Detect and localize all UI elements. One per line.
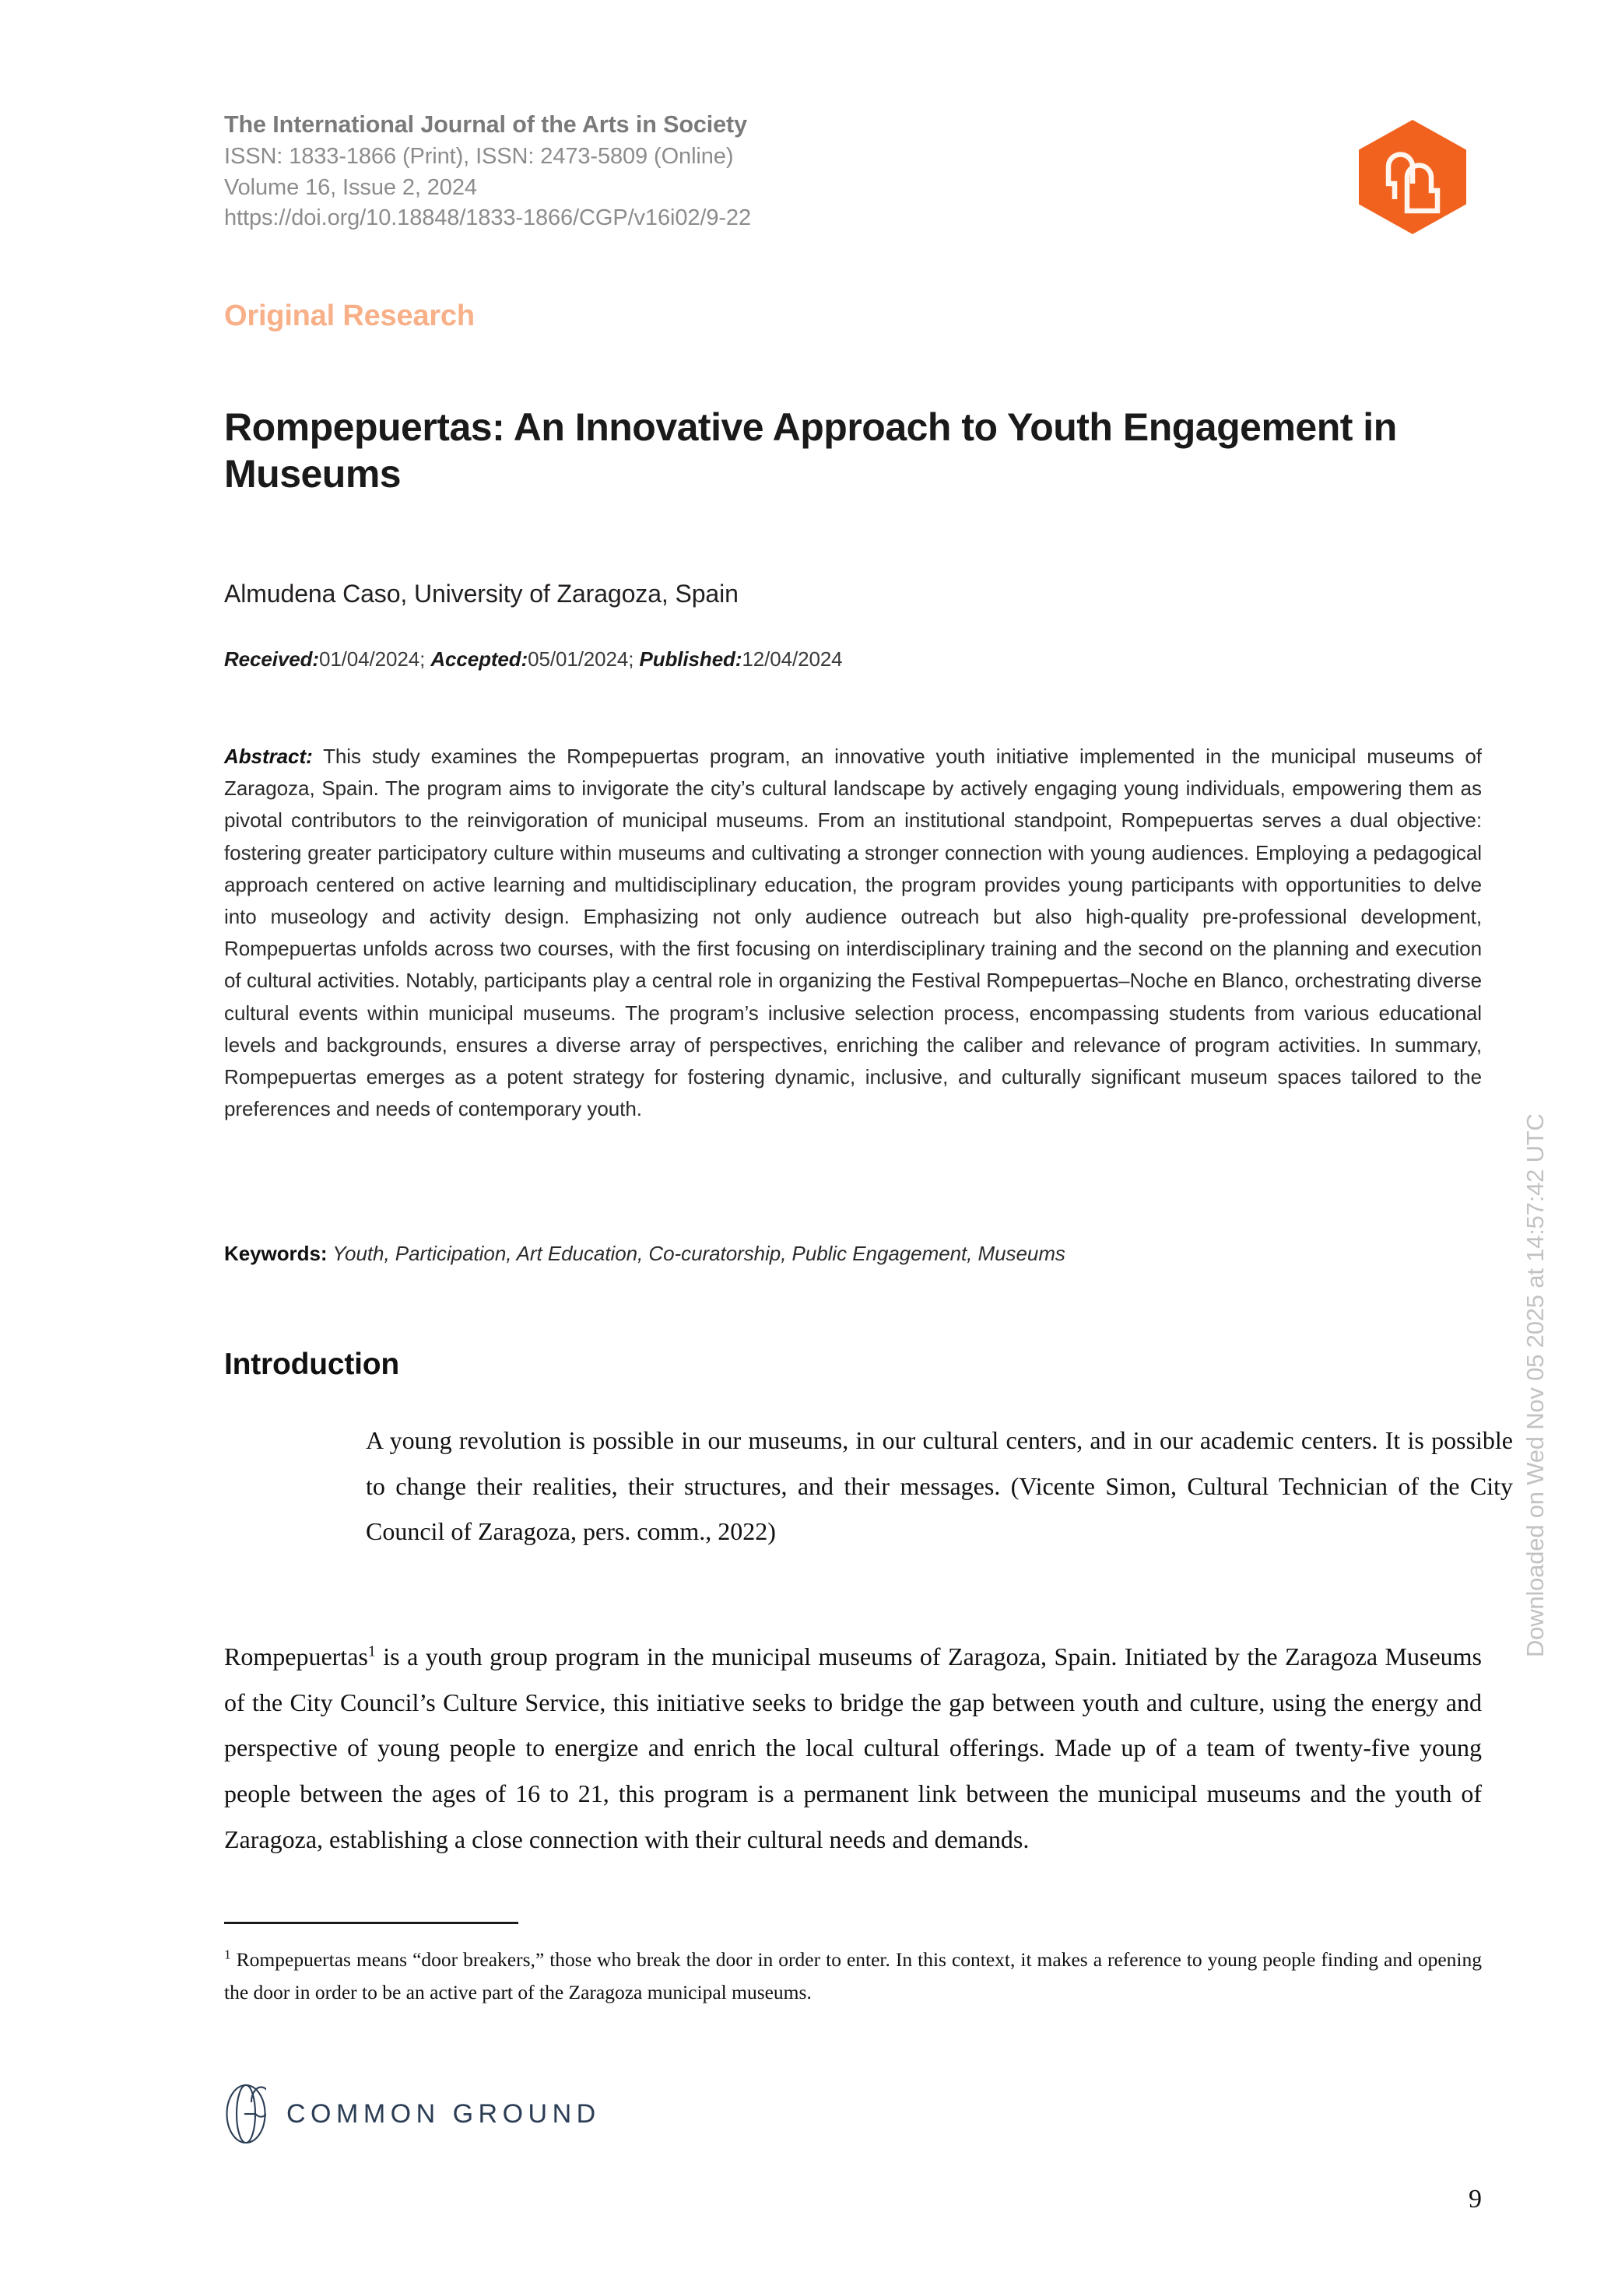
footnote-number: 1 — [224, 1947, 231, 1962]
author-affiliation: Almudena Caso, University of Zaragoza, Spain — [224, 580, 739, 608]
publisher-name: COMMON GROUND — [286, 2098, 601, 2129]
footnote-text: Rompepuertas means “door breakers,” those who break the door in order to enter. In this context, it makes a reference to young people finding and opening the door in order to be an active part of the Zaragoza municipal museums. — [224, 1948, 1482, 2004]
common-ground-globe-icon — [226, 2084, 266, 2144]
keywords-text: Youth, Participation, Art Education, Co-curatorship, Public Engagement, Museums — [327, 1242, 1065, 1265]
publisher-logo — [226, 2084, 601, 2144]
abstract-block — [224, 741, 1482, 1125]
footnote-separator-rule — [224, 1922, 518, 1924]
download-timestamp-stamp: Downloaded on Wed Nov 05 2025 at 14:57:42 UTC — [1521, 1113, 1549, 1657]
published-label: Published: — [639, 647, 742, 671]
body-paragraph-rest: is a youth group program in the municipal museums of Zaragoza, Spain. Initiated by the Zaragoza Museums of the City Council’s Culture Service, this initiative seeks to bridge the gap between youth and culture, using the energy and perspective of young people to energize and enrich the local cultural offerings. Made up of a team of twenty-five young people between the ages of 16 to 21, this program is a permanent link between the municipal museums and the youth of Zaragoza, establishing a close connection with their cultural needs and demands. — [224, 1642, 1482, 1853]
received-value: 01/04/2024; — [318, 647, 431, 671]
abstract-label: Abstract: — [224, 745, 313, 768]
page-title: Rompepuertas: An Innovative Approach to Youth Engagement in Museums — [224, 405, 1397, 496]
article-type-label: Original Research — [224, 300, 475, 332]
journal-hexagon-logo — [1354, 117, 1471, 237]
journal-issn: ISSN: 1833-1866 (Print), ISSN: 2473-5809 (Online) — [224, 143, 734, 169]
received-label: Received: — [224, 647, 319, 671]
journal-doi: https://doi.org/10.18848/1833-1866/CGP/v16i02/9-22 — [224, 205, 751, 231]
keywords-label: Keywords: — [224, 1242, 328, 1265]
keywords-block — [224, 1242, 1482, 1266]
journal-volume: Volume 16, Issue 2, 2024 — [224, 174, 477, 200]
page-number: 9 — [1469, 2185, 1482, 2214]
journal-title: The International Journal of the Arts in Society — [224, 111, 747, 138]
footnote-block — [224, 1944, 1482, 2010]
body-paragraph-lead: Rompepuertas — [224, 1642, 368, 1670]
publication-dates — [224, 647, 843, 671]
footnote-reference-marker[interactable]: 1 — [367, 1642, 376, 1660]
published-value: 12/04/2024 — [742, 647, 843, 671]
section-heading-introduction: Introduction — [224, 1348, 400, 1382]
accepted-label: Accepted: — [430, 647, 528, 671]
body-paragraph — [224, 1634, 1482, 1863]
abstract-text: This study examines the Rompepuertas program, an innovative youth initiative implemented in the municipal museums of Zaragoza, Spain. The program aims to invigorate the city’s cultural landscape by actively engaging young individuals, empowering them as pivotal contributors to the reinvigoration of municipal museums. From an institutional standpoint, Rompepuertas serves a dual objective: fostering greater participatory culture within museums and cultivating a stronger connection with young audiences. Employing a pedagogical approach centered on active learning and multidisciplinary education, the program provides young participants with opportunities to delve into museology and activity design. Emphasizing not only audience outreach but also high-quality pre-professional development, Rompepuertas unfolds across two courses, with the first focusing on interdisciplinary training and the second on the planning and execution of cultural activities. Notably, participants play a central role in organizing the Festival Rompepuertas–Noche en Blanco, orchestrating diverse cultural events within municipal museums. The program’s inclusive selection process, encompassing students from various educational levels and backgrounds, ensures a diverse array of perspectives, enriching the caliber and relevance of program activities. In summary, Rompepuertas emerges as a potent strategy for fostering dynamic, inclusive, and culturally significant museum spaces tailored to the preferences and needs of contemporary youth. — [224, 745, 1482, 1121]
masthead — [224, 109, 1236, 234]
accepted-value: 05/01/2024; — [528, 647, 640, 671]
epigraph-blockquote: A young revolution is possible in our museums, in our cultural centers, and in our academic centers. It is possible to change their realities, their structures, and their messages. (Vicente Simon, Cultural Technician of the City Council of Zaragoza, pers. comm., 2022) — [366, 1426, 1513, 1546]
